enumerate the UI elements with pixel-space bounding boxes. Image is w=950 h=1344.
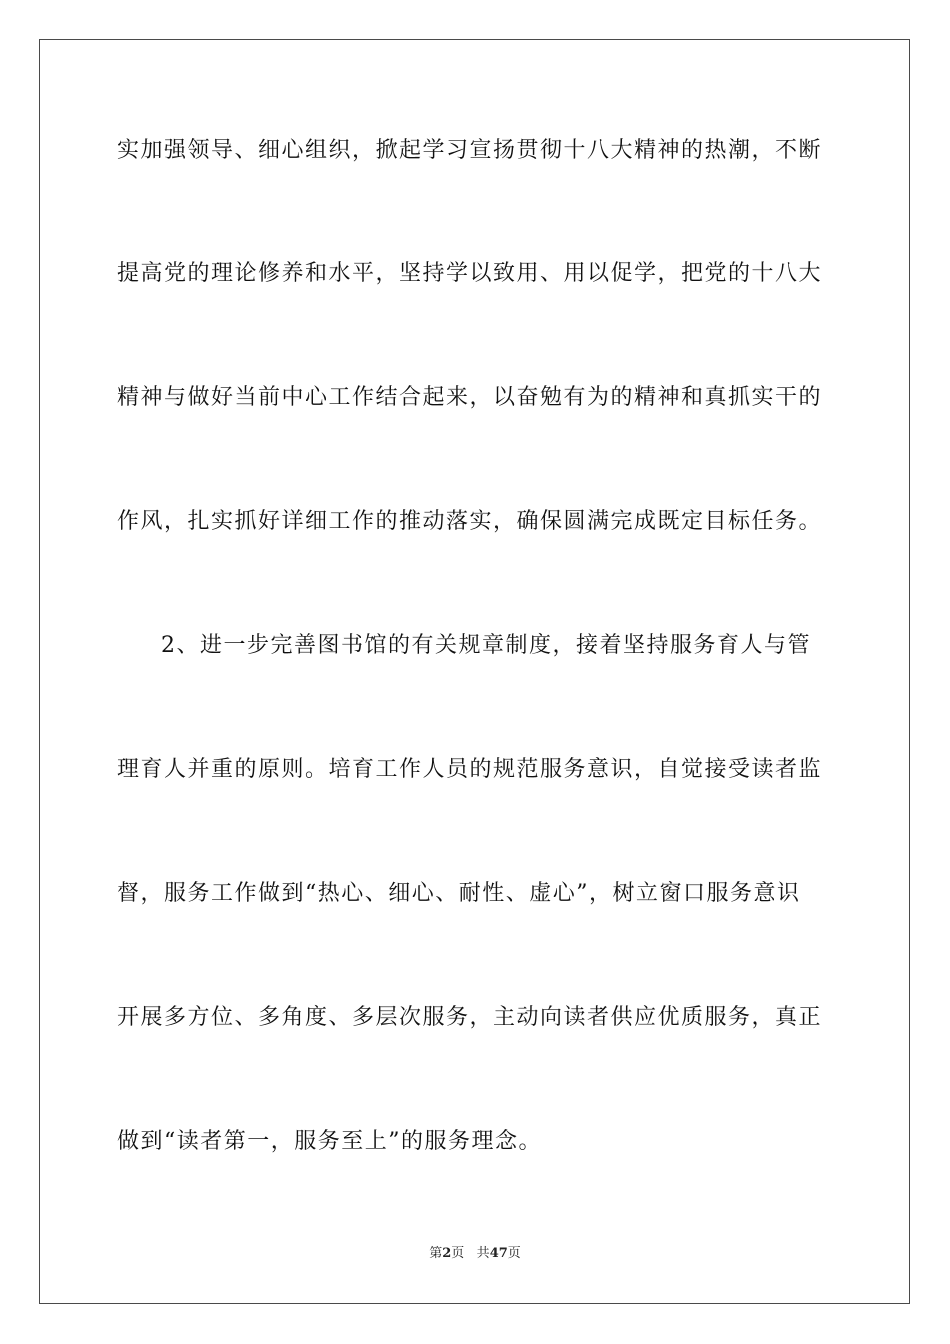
footer-page-number: 2 bbox=[442, 1246, 452, 1261]
footer-total-pages: 47 bbox=[489, 1246, 508, 1261]
footer-total-suffix: 页 bbox=[507, 1246, 521, 1261]
paragraph-2-line-5: 做到“读者第一，服务至上”的服务理念。 bbox=[117, 1129, 542, 1154]
footer-page-suffix: 页 bbox=[451, 1246, 465, 1261]
page-border bbox=[39, 39, 910, 1304]
paragraph-2-line-4: 开展多方位、多角度、多层次服务，主动向读者供应优质服务，真正 bbox=[117, 1005, 823, 1030]
paragraph-2-line-3: 督，服务工作做到“热心、细心、耐性、虚心”，树立窗口服务意识 bbox=[117, 881, 801, 906]
paragraph-1-line-4: 作风，扎实抓好详细工作的推动落实，确保圆满完成既定目标任务。 bbox=[117, 509, 823, 534]
paragraph-1-line-1: 实加强领导、细心组织，掀起学习宣扬贯彻十八大精神的热潮，不断 bbox=[117, 138, 823, 163]
paragraph-2-line-1: 2、进一步完善图书馆的有关规章制度，接着坚持服务育人与管 bbox=[161, 633, 811, 658]
paragraph-1-line-3: 精神与做好当前中心工作结合起来，以奋勉有为的精神和真抓实干的 bbox=[117, 385, 823, 410]
paragraph-2-line-2: 理育人并重的原则。培育工作人员的规范服务意识，自觉接受读者监 bbox=[117, 757, 823, 782]
paragraph-1-line-2: 提高党的理论修养和水平，坚持学以致用、用以促学，把党的十八大 bbox=[117, 261, 823, 286]
page-footer bbox=[0, 1245, 950, 1263]
footer-total-prefix: 共 bbox=[476, 1246, 490, 1261]
footer-page-prefix: 第 bbox=[429, 1246, 443, 1261]
